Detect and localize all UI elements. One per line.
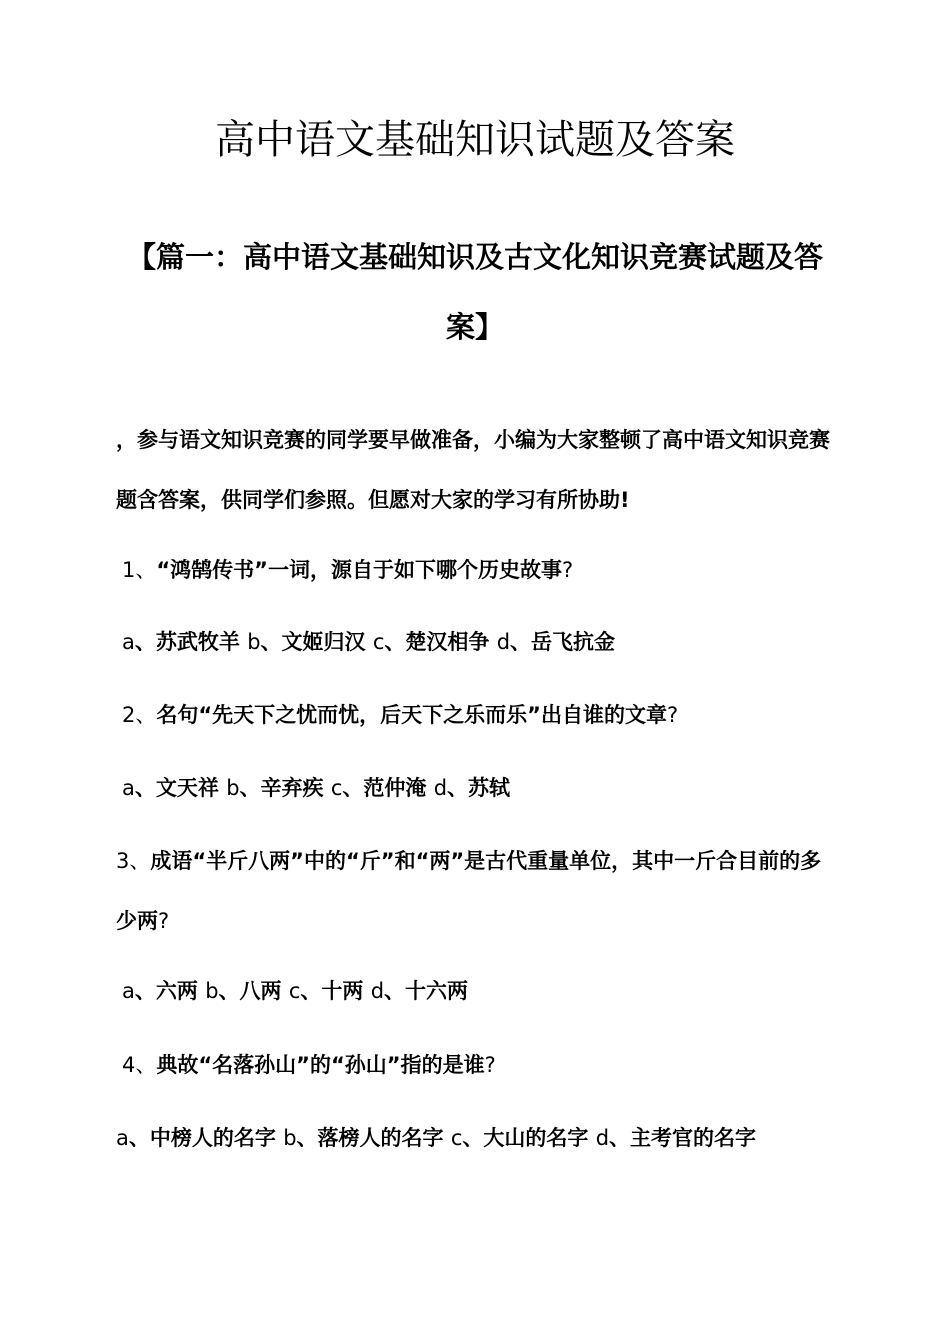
option-text: 、文天祥 xyxy=(134,776,227,800)
question-text: “鸿鹄传书”一词，源自于如下哪个历史故事 xyxy=(156,558,562,582)
document-title: 高中语文基础知识试题及答案 xyxy=(215,117,735,163)
document-subtitle: 【篇一：高中语文基础知识及古文化知识竞赛试题及答案】 xyxy=(126,240,823,344)
question-3 xyxy=(116,831,836,951)
question-mark: ? xyxy=(158,909,170,933)
option-key: c xyxy=(450,1126,463,1150)
option-key: b xyxy=(283,1126,297,1150)
question-1 xyxy=(116,540,842,600)
option-text: 、主考官的名字 xyxy=(609,1126,757,1150)
question-text: 名句“先天下之忧而忧，后天下之乐而乐”出自谁的文章 xyxy=(156,703,667,727)
option-text: 、楚汉相争 xyxy=(384,630,497,654)
option-text: 、六两 xyxy=(134,979,206,1003)
option-text: 、文姬归汉 xyxy=(260,630,373,654)
option-text: 、苏武牧羊 xyxy=(134,630,248,654)
option-key: b xyxy=(226,776,240,800)
option-text: 、落榜人的名字 xyxy=(296,1126,451,1150)
option-text: 、岳飞抗金 xyxy=(510,630,616,654)
option-text: 、辛弃疾 xyxy=(239,776,331,800)
option-key: c xyxy=(330,776,343,800)
option-text: 、中榜人的名字 xyxy=(128,1126,284,1150)
option-text: 、十六两 xyxy=(384,979,469,1003)
question-4-options xyxy=(116,1108,836,1168)
option-key: a xyxy=(122,776,135,800)
question-3-options xyxy=(116,961,842,1021)
option-key: a xyxy=(122,630,135,654)
question-1-options xyxy=(116,612,842,672)
option-key: d xyxy=(595,1126,610,1150)
option-key: d xyxy=(370,979,385,1003)
question-text: 成语“半斤八两”中的“斤”和“两”是古代重量单位，其中一斤合目前的多少两 xyxy=(116,849,822,933)
question-number: 4、 xyxy=(122,1053,157,1077)
option-text: 、大山的名字 xyxy=(462,1126,596,1150)
option-key: a xyxy=(116,1126,129,1150)
option-text: 、范仲淹 xyxy=(342,776,434,800)
option-key: b xyxy=(247,630,261,654)
option-text: 、十两 xyxy=(300,979,371,1003)
question-number: 3、 xyxy=(116,849,151,873)
intro-paragraph: ，参与语文知识竞赛的同学要早做准备，小编为大家整顿了高中语文知识竞赛题含答案，供同学们参照。但愿对大家的学习有所协助! xyxy=(116,428,830,512)
question-mark: ? xyxy=(484,1053,496,1077)
question-2-options xyxy=(116,758,842,818)
question-mark: ? xyxy=(666,703,679,727)
question-number: 1、 xyxy=(122,558,157,582)
question-text: 典故“名落孙山”的“孙山”指的是谁 xyxy=(156,1053,485,1077)
option-key: c xyxy=(288,979,301,1003)
question-number: 2、 xyxy=(122,703,157,727)
option-key: b xyxy=(205,979,219,1003)
option-text: 、苏轼 xyxy=(447,776,511,800)
option-key: a xyxy=(122,979,135,1003)
option-key: d xyxy=(496,630,511,654)
question-mark: ? xyxy=(561,558,574,582)
option-text: 、八两 xyxy=(218,979,289,1003)
question-2 xyxy=(116,685,842,745)
question-4 xyxy=(116,1035,842,1095)
option-key: c xyxy=(372,630,385,654)
option-key: d xyxy=(433,776,448,800)
